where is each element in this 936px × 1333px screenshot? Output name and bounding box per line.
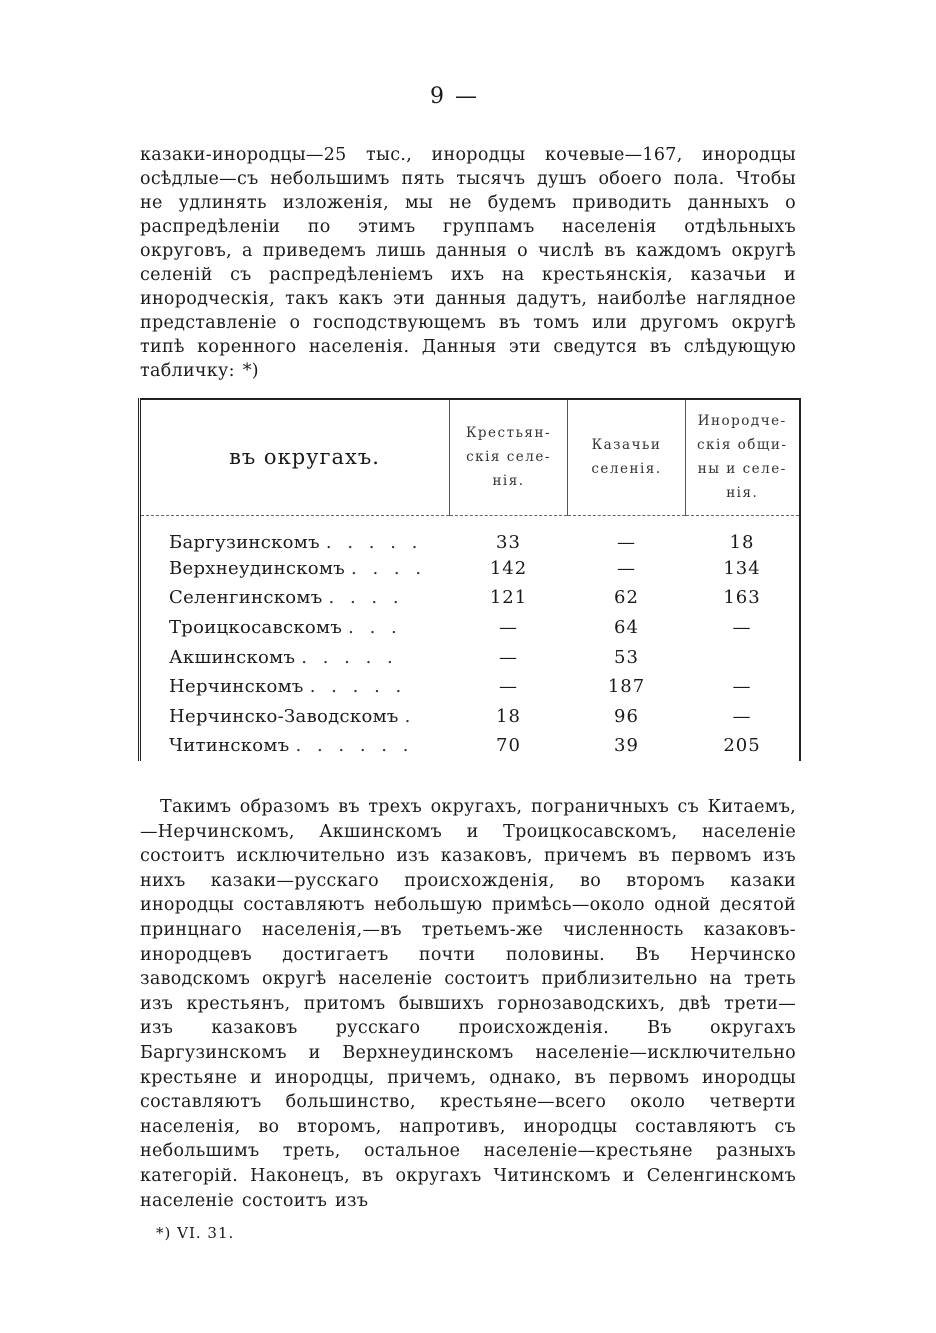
native-count: — [686, 672, 800, 702]
district-name: Нерчинско-Заводскомъ . [140, 701, 450, 731]
table-row [140, 672, 800, 702]
cossack-count: 187 [607, 676, 646, 698]
intro-paragraph: казаки-инородцы—25 тыс., инородцы кочевые—167, инородцы осѣдлые—съ небольшимъ пять тысячъ душъ обоего пола. Чтобы не удлинять изложенія, мы не будемъ приводить данныхъ о распредѣленіи по этимъ группамъ населенія отдѣльныхъ округовъ, а приведемъ лишь данныя о числѣ въ каждомъ округѣ селеній съ распредѣленіемъ ихъ на крестьянскія, казачьи и инородческія, такъ какъ эти данныя дадутъ, наиболѣе наглядное представленіе о господствующемъ въ томъ или другомъ округѣ типѣ коренного населенія. Данныя эти сведутся въ слѣдующую табличку: *) [140, 145, 796, 381]
cossack-count: 62 [614, 587, 639, 609]
table-row [140, 554, 800, 584]
header-cossack-settlements: Казачьи селенія. [568, 399, 686, 515]
header-peasant-settlements: Крестьян-скія селе-нія. [450, 399, 568, 515]
peasant-count: 142 [489, 557, 528, 579]
native-count: 205 [686, 731, 800, 761]
table-row [140, 613, 800, 643]
table-header-row [140, 399, 800, 515]
district-name: Верхнеудинскомъ . . . . [140, 554, 450, 584]
native-count: — [686, 701, 800, 731]
table-row [140, 701, 800, 731]
native-count: 163 [686, 583, 800, 613]
native-count [686, 642, 800, 672]
district-name: Читинскомъ . . . . . . [140, 731, 450, 761]
peasant-count: 33 [496, 531, 521, 553]
cossack-count: 96 [614, 705, 639, 727]
native-count: 134 [686, 554, 800, 584]
table-row [140, 583, 800, 613]
peasant-count: 70 [496, 735, 521, 757]
native-count: — [686, 613, 800, 643]
table-row [140, 515, 800, 554]
analysis-paragraph: Такимъ образомъ въ трехъ округахъ, пограничныхъ съ Китаемъ,—Нерчинскомъ, Акшинскомъ и Троицкосавскомъ, населеніе состоитъ исключительно изъ казаковъ, причемъ въ первомъ изъ нихъ казаки—русскаго происхожденія, во второмъ казаки инородцы составляютъ небольшую примѣсь—около одной десятой принцнаго населенія,—въ третьемъ-же численность казаковъ-инородцевъ достигаетъ почти половины. Въ Нерчинско заводскомъ округѣ населеніе состоитъ приблизительно на треть изъ крестьянъ, притомъ бывшихъ горнозаводскихъ, двѣ трети—изъ казаковъ русскаго происхожденія. Въ округахъ Баргузинскомъ и Верхнеудинскомъ населеніе—исключительно крестьяне и инородцы, причемъ, однако, въ первомъ инородцы составляютъ большинство, крестьяне—всего около четверти населенія, во второмъ, напротивъ, инородцы составляютъ съ небольшимъ треть, остальное населеніе—крестьяне разныхъ категорій. Наконецъ, въ округахъ Читинскомъ и Селенгинскомъ населеніе состоитъ изъ [140, 797, 796, 1211]
district-name: Селенгинскомъ . . . . [140, 583, 450, 613]
district-name: Акшинскомъ . . . . . [140, 642, 450, 672]
header-native-communities: Инородче-скія общи-ны и селе-нія. [686, 399, 800, 515]
peasant-count: 18 [496, 705, 521, 727]
peasant-count: — [499, 646, 518, 668]
settlement-distribution-table [138, 398, 801, 761]
cossack-count: — [617, 557, 636, 579]
district-name: Баргузинскомъ . . . . . [140, 515, 450, 554]
table-row [140, 642, 800, 672]
header-districts: въ округахъ. [140, 399, 450, 515]
district-name: Троицкосавскомъ . . . [140, 613, 450, 643]
page-number: 9 — [430, 84, 479, 109]
table-row [140, 731, 800, 761]
peasant-count: — [499, 676, 518, 698]
district-name: Нерчинскомъ . . . . . [140, 672, 450, 702]
settlement-table [138, 398, 798, 782]
native-count: 18 [686, 515, 800, 554]
peasant-count: 121 [489, 587, 528, 609]
cossack-count: 64 [614, 616, 639, 638]
peasant-count: — [499, 616, 518, 638]
cossack-count: — [617, 531, 636, 553]
footnote: *) VI. 31. [156, 1224, 235, 1242]
cossack-count: 53 [614, 646, 639, 668]
cossack-count: 39 [614, 735, 639, 757]
